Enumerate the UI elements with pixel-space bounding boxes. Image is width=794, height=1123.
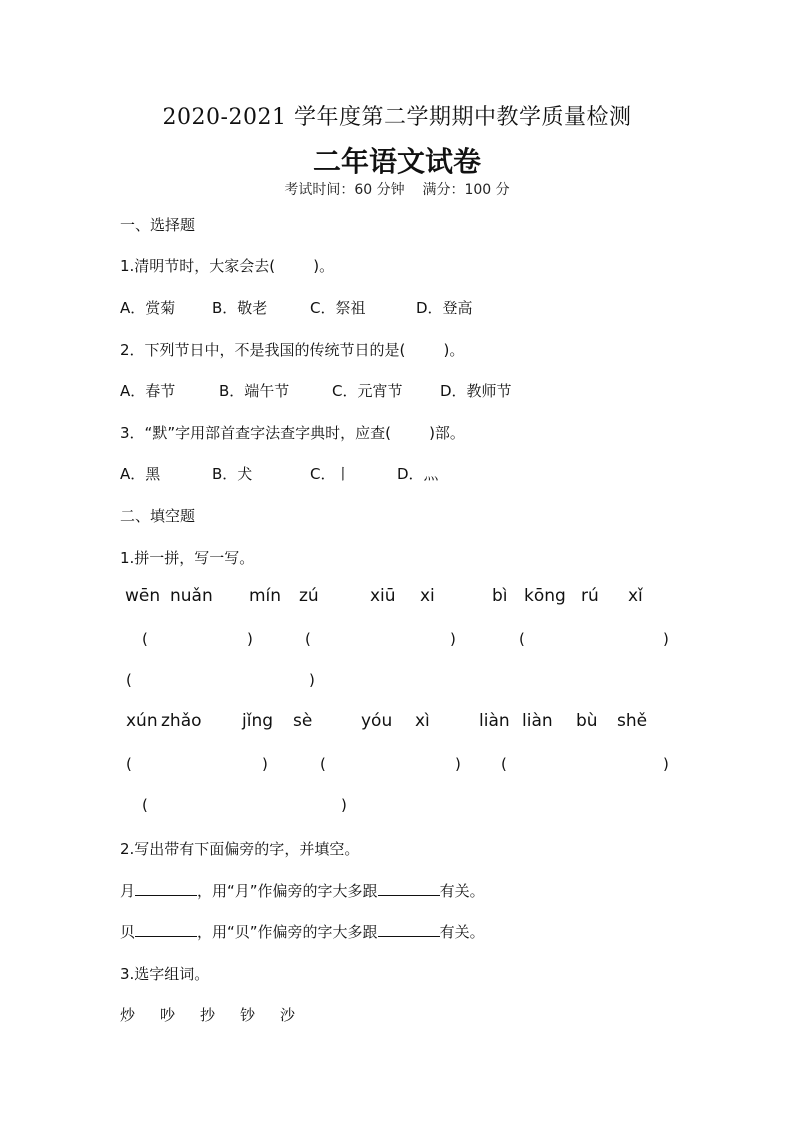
answer-bracket-close: )	[309, 671, 315, 689]
exam-title: 2020-2021 学年度第二学期期中教学质量检测	[162, 105, 632, 130]
pinyin-syllable: xiū	[370, 586, 396, 606]
pinyin-syllable: kōng	[524, 586, 566, 606]
q3-option-d: D．灬	[397, 465, 439, 483]
q2-option-b: B．端午节	[219, 382, 290, 400]
answer-blank[interactable]	[135, 922, 197, 937]
pinyin-syllable: mín	[249, 586, 282, 606]
question-2: 2．下列节日中，不是我国的传统节日的是( )。	[120, 341, 465, 359]
answer-bracket-open: (	[126, 671, 132, 689]
answer-bracket-close: )	[341, 796, 347, 814]
q1-option-c: C．祭祖	[310, 299, 366, 317]
pinyin-syllable: xì	[415, 711, 430, 731]
q2-option-c: C．元宵节	[332, 382, 403, 400]
exam-info: 考试时间：60 分钟 满分：100 分	[284, 182, 510, 198]
question-3: 3．“默”字用部首查字法查字典时，应查( )部。	[120, 424, 465, 442]
radical-sentence-end: 有关。	[439, 882, 485, 900]
pinyin-syllable: liàn	[522, 711, 553, 731]
q1-option-b: B．敬老	[212, 299, 268, 317]
pinyin-syllable: xǐ	[628, 586, 643, 606]
choice-char: 吵	[160, 1006, 176, 1024]
pinyin-syllable: liàn	[479, 711, 510, 731]
q2-option-a: A．春节	[120, 382, 176, 400]
radical-sentence: ，用“贝”作偏旁的字大多跟	[197, 923, 378, 941]
radical-char: 月	[120, 882, 136, 900]
answer-bracket-open: (	[519, 630, 525, 648]
q3-option-a: A．黑	[120, 465, 161, 483]
answer-bracket-open: (	[126, 755, 132, 773]
pinyin-syllable: zhǎo	[161, 711, 202, 731]
section-heading-choice: 一、选择题	[120, 216, 196, 234]
pinyin-syllable: zú	[299, 586, 319, 606]
fill-question-2: 2.写出带有下面偏旁的字，并填空。	[120, 840, 360, 858]
q3-option-c: C．丨	[310, 465, 351, 483]
pinyin-syllable: nuǎn	[170, 586, 213, 606]
pinyin-syllable: wēn	[125, 586, 161, 606]
answer-blank[interactable]	[135, 881, 197, 896]
choice-char: 沙	[280, 1006, 296, 1024]
answer-bracket-close: )	[262, 755, 268, 773]
pinyin-syllable: bù	[576, 711, 598, 731]
q1-option-d: D．登高	[416, 299, 473, 317]
pinyin-syllable: shě	[617, 711, 648, 731]
pinyin-syllable: sè	[293, 711, 313, 731]
answer-blank[interactable]	[378, 922, 440, 937]
q3-option-b: B．犬	[212, 465, 253, 483]
answer-bracket-open: (	[305, 630, 311, 648]
answer-bracket-close: )	[450, 630, 456, 648]
radical-line-shell	[120, 921, 485, 942]
answer-bracket-open: (	[320, 755, 326, 773]
pinyin-syllable: rú	[581, 586, 599, 606]
answer-bracket-close: )	[247, 630, 253, 648]
pinyin-syllable: xún	[126, 711, 158, 731]
radical-char: 贝	[120, 923, 136, 941]
question-1: 1.清明节时，大家会去( )。	[120, 257, 335, 275]
pinyin-syllable: yóu	[361, 711, 393, 731]
answer-blank[interactable]	[378, 881, 440, 896]
answer-bracket-close: )	[663, 755, 669, 773]
radical-line-moon	[120, 880, 485, 901]
exam-subtitle: 二年语文试卷	[312, 145, 481, 178]
section-heading-fill: 二、填空题	[120, 507, 196, 525]
choice-char: 炒	[120, 1006, 136, 1024]
pinyin-syllable: jǐng	[242, 711, 274, 731]
q2-option-d: D．教师节	[440, 382, 512, 400]
pinyin-syllable: xi	[420, 586, 435, 606]
fill-question-1: 1.拼一拼，写一写。	[120, 549, 255, 567]
answer-bracket-open: (	[501, 755, 507, 773]
answer-bracket-close: )	[455, 755, 461, 773]
answer-bracket-close: )	[663, 630, 669, 648]
fill-question-3: 3.选字组词。	[120, 965, 210, 983]
choice-char: 钞	[240, 1006, 256, 1024]
radical-sentence: ，用“月”作偏旁的字大多跟	[197, 882, 378, 900]
choice-char: 抄	[200, 1006, 216, 1024]
radical-sentence-end: 有关。	[439, 923, 485, 941]
answer-bracket-open: (	[142, 630, 148, 648]
pinyin-syllable: bì	[492, 586, 508, 606]
q1-option-a: A．赏菊	[120, 299, 176, 317]
answer-bracket-open: (	[142, 796, 148, 814]
